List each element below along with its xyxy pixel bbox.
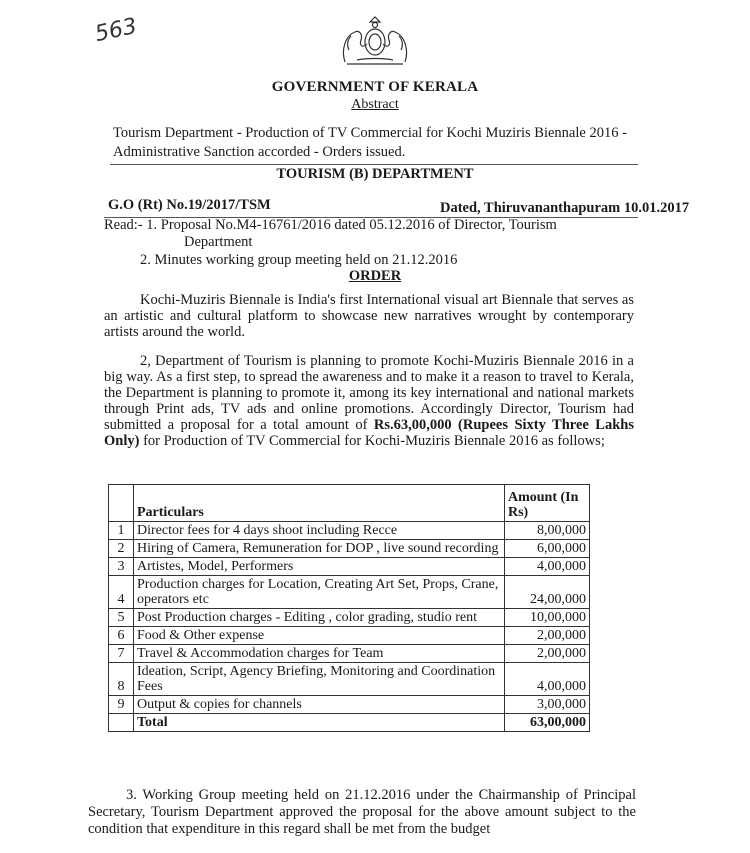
read-item-1: Read:- 1. Proposal No.M4-16761/2016 dated 05.12.2016 of Director, Tourism (104, 217, 557, 233)
department-heading: TOURISM (B) DEPARTMENT (276, 166, 474, 182)
paragraph-3: 3. Working Group meeting held on 21.12.2016 under the Chairmanship of Principal Secretary, Tourism Department approved the proposal for the above amount subject to the condition that expenditure in this regard shall be met from the budget (88, 787, 636, 837)
total-label: Total (134, 714, 505, 732)
cell-particulars: Director fees for 4 days shoot including Recce (134, 522, 505, 540)
table-row (109, 522, 590, 540)
table-row (109, 627, 590, 645)
table-row (109, 696, 590, 714)
cell-particulars: Hiring of Camera, Remuneration for DOP , live sound recording (134, 540, 505, 558)
cell-particulars: Travel & Accommodation charges for Team (134, 645, 505, 663)
cell-sl: 7 (109, 645, 134, 663)
cell-amount: 4,00,000 (505, 663, 590, 696)
proposal-amount: Rs.63,00,000 (Rupees Sixty Three Lakhs Only) (104, 417, 634, 449)
cell-amount: 24,00,000 (505, 576, 590, 609)
table-header-row (109, 485, 590, 522)
table-row (109, 540, 590, 558)
cell-sl: 2 (109, 540, 134, 558)
read-item-1-cont: Department (184, 234, 253, 250)
handwritten-note: 563 (92, 13, 140, 48)
cell-amount: 2,00,000 (505, 645, 590, 663)
cell-sl: 4 (109, 576, 134, 609)
cost-table (108, 484, 590, 732)
table-row (109, 576, 590, 609)
cell-amount: 4,00,000 (505, 558, 590, 576)
order-heading: ORDER (348, 268, 402, 284)
kerala-emblem-icon (337, 14, 413, 68)
cell-particulars: Output & copies for channels (134, 696, 505, 714)
cell-amount: 10,00,000 (505, 609, 590, 627)
abstract-label: Abstract (351, 97, 399, 112)
cell-particulars: Artistes, Model, Performers (134, 558, 505, 576)
cell-sl: 8 (109, 663, 134, 696)
table-total-row (109, 714, 590, 732)
cell-sl: 9 (109, 696, 134, 714)
cell-particulars: Production charges for Location, Creating Art Set, Props, Crane, operators etc (134, 576, 505, 609)
table-row (109, 645, 590, 663)
go-date: Dated, Thiruvananthapuram 10.01.2017 (440, 200, 690, 216)
cell-sl: 6 (109, 627, 134, 645)
cell-amount: 3,00,000 (505, 696, 590, 714)
paragraph-2: 2, Department of Tourism is planning to promote Kochi-Muziris Biennale 2016 in a big way. As a first step, to spread the awareness and to make it a reason to travel to Kerala, the Department is planning to promote it, among its key international and national markets through Print ads, TV ads and online promotions. Accordingly Director, Tourism had submitted a proposal for a total amount of Rs.63,00,000 (Rupees Sixty Three Lakhs Only) for Production of TV Commercial for Kochi-Muziris Biennale 2016 as follows; (104, 353, 634, 449)
cell-amount: 6,00,000 (505, 540, 590, 558)
table-row (109, 609, 590, 627)
col-particulars: Particulars (134, 485, 505, 522)
cell-sl: 5 (109, 609, 134, 627)
go-number: G.O (Rt) No.19/2017/TSM (108, 197, 271, 213)
cell-particulars: Ideation, Script, Agency Briefing, Monitoring and Coordination Fees (134, 663, 505, 696)
read-item-2: 2. Minutes working group meeting held on 21.12.2016 (140, 252, 458, 268)
cell-amount: 8,00,000 (505, 522, 590, 540)
document-title: GOVERNMENT OF KERALA (271, 79, 479, 95)
cell-sl: 3 (109, 558, 134, 576)
table-row (109, 663, 590, 696)
read-references (104, 217, 664, 251)
subject-line: Tourism Department - Production of TV Commercial for Kochi Muziris Biennale 2016 -Administrative Sanction accorded - Orders issued. (113, 125, 627, 160)
cell-particulars: Food & Other expense (134, 627, 505, 645)
total-amount: 63,00,000 (505, 714, 590, 732)
divider (110, 164, 638, 165)
cell-particulars: Post Production charges - Editing , color grading, studio rent (134, 609, 505, 627)
cell-amount: 2,00,000 (505, 627, 590, 645)
col-amount: Amount (In Rs) (505, 485, 590, 522)
paragraph-1: Kochi-Muziris Biennale is India's first International visual art Biennale that serves as an artistic and cultural platform to showcase new narratives wrought by contemporary artists around the world. (104, 292, 634, 340)
table-row (109, 558, 590, 576)
cell-sl: 1 (109, 522, 134, 540)
